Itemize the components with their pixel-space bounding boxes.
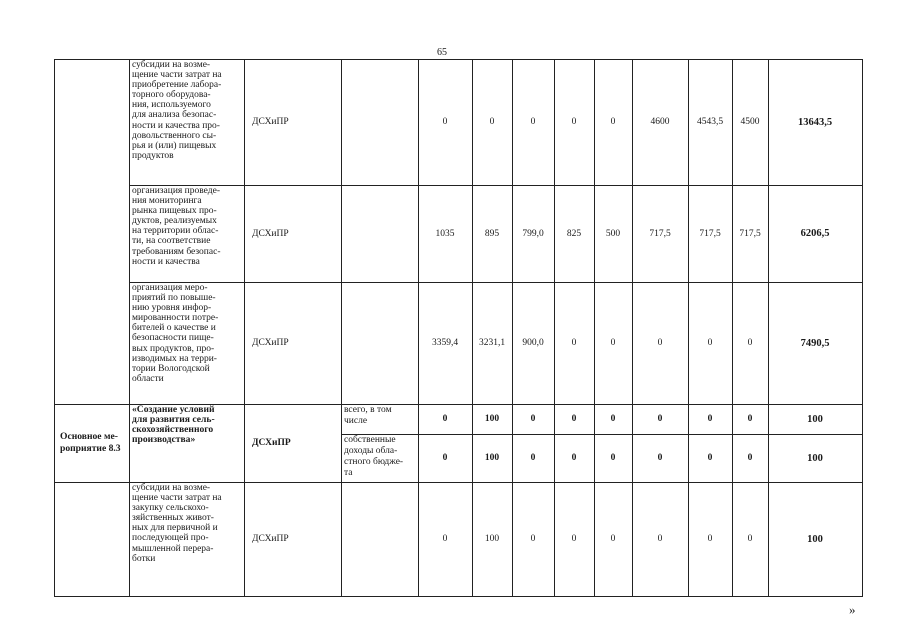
last-row-description: субсидии на возме- щение части затрат на закупку сельскохо- зяйственных живот- ных для первичной и последующей про- мышленной перера- ботки xyxy=(132,483,222,564)
last-row-total: 100 xyxy=(807,533,823,545)
main-measure-1-value-2: 100 xyxy=(484,414,500,424)
row-1-value-2: 0 xyxy=(489,117,495,127)
row-1-value-6: 4600 xyxy=(650,117,670,127)
page-number: 65 xyxy=(437,47,447,58)
main-measure-2-value-8: 0 xyxy=(747,453,753,463)
row-2-value-2: 895 xyxy=(484,228,500,239)
row-2-value-8: 717,5 xyxy=(739,228,761,239)
row-2-description: организация проведе- ния мониторинга рынка пищевых про- дуктов, реализуемых на территории облас- ти, на соответствие требованиям безопас- ности и качества xyxy=(132,186,221,267)
row-1-value-4: 0 xyxy=(571,117,577,127)
row-1-executor: ДСХиПР xyxy=(252,117,289,127)
row-2-value-7: 717,5 xyxy=(699,228,721,239)
last-row-value-1: 0 xyxy=(442,534,448,544)
main-measure-1-value-1: 0 xyxy=(442,414,448,424)
row-3-value-8: 0 xyxy=(747,338,753,348)
main-measure-2-value-1: 0 xyxy=(442,453,448,463)
last-row-value-3: 0 xyxy=(530,534,536,544)
row-divider xyxy=(54,596,862,597)
main-measure-executor: ДСХиПР xyxy=(252,438,291,448)
main-measure-2-value-2: 100 xyxy=(484,453,500,463)
main-measure-1-value-5: 0 xyxy=(610,414,616,424)
row-3-description: организация меро- приятий по повыше- нию уровня инфор- мированности потре- бителей о качестве и безопасности пище- вых продуктов, про- изводимых на терри- тории Вологодской области xyxy=(132,283,219,384)
row-2-executor: ДСХиПР xyxy=(252,228,289,239)
last-row-value-4: 0 xyxy=(571,534,577,544)
continuation-mark: » xyxy=(849,602,856,617)
column-divider xyxy=(862,59,863,597)
row-1-value-5: 0 xyxy=(610,117,616,127)
row-2-value-6: 717,5 xyxy=(649,228,671,239)
row-1-value-3: 0 xyxy=(530,117,536,127)
main-measure-1-value-7: 0 xyxy=(707,414,713,424)
row-3-value-3: 900,0 xyxy=(522,338,544,348)
row-3-executor: ДСХиПР xyxy=(252,338,289,348)
main-measure-1-value-4: 0 xyxy=(571,414,577,424)
row-3-value-5: 0 xyxy=(610,338,616,348)
last-row-value-7: 0 xyxy=(707,534,713,544)
main-measure-1-value-3: 0 xyxy=(530,414,536,424)
main-measure-2-total: 100 xyxy=(807,452,823,464)
last-row-value-6: 0 xyxy=(657,534,663,544)
main-measure-2-value-6: 0 xyxy=(657,453,663,463)
last-row-value-8: 0 xyxy=(747,534,753,544)
row-3-value-6: 0 xyxy=(657,338,663,348)
row-2-value-5: 500 xyxy=(605,228,621,239)
row-3-value-7: 0 xyxy=(707,338,713,348)
main-measure-2-value-7: 0 xyxy=(707,453,713,463)
row-2-value-3: 799,0 xyxy=(522,228,544,239)
row-3-value-4: 0 xyxy=(571,338,577,348)
row-1-value-7: 4543,5 xyxy=(696,117,724,127)
row-1-total: 13643,5 xyxy=(797,116,833,128)
main-measure-2-value-4: 0 xyxy=(571,453,577,463)
row-3-value-1: 3359,4 xyxy=(431,338,459,348)
funding-source-2: собственные доходы обла- стного бюдже- та xyxy=(344,435,404,478)
row-2-value-4: 825 xyxy=(566,228,582,239)
main-measure-1-value-6: 0 xyxy=(657,414,663,424)
row-1-description: субсидии на возме- щение части затрат на приобретение лабора- торного оборудова- ния, используемого для анализа безопас- ности и качества про- довольственного сы- рья и (или) пищевых продуктов xyxy=(132,60,222,161)
row-1-value-1: 0 xyxy=(442,117,448,127)
row-3-value-2: 3231,1 xyxy=(478,338,506,348)
main-measure-2-value-5: 0 xyxy=(610,453,616,463)
main-measure-2-value-3: 0 xyxy=(530,453,536,463)
row-2-value-1: 1035 xyxy=(435,228,455,239)
row-3-total: 7490,5 xyxy=(800,337,830,349)
main-measure-1-total: 100 xyxy=(807,413,823,425)
row-2-total: 6206,5 xyxy=(800,228,830,239)
column-divider xyxy=(54,59,55,597)
last-row-value-2: 100 xyxy=(484,534,500,544)
main-measure-label: Основное ме- роприятие 8.3 xyxy=(60,431,121,454)
row-1-value-8: 4500 xyxy=(740,117,760,127)
funding-source-1: всего, в том числе xyxy=(344,405,392,426)
last-row-value-5: 0 xyxy=(610,534,616,544)
main-measure-1-value-8: 0 xyxy=(747,414,753,424)
main-measure-description: «Создание условий для развития сель- скохозяйственного производства» xyxy=(132,404,215,446)
last-row-executor: ДСХиПР xyxy=(252,534,289,544)
